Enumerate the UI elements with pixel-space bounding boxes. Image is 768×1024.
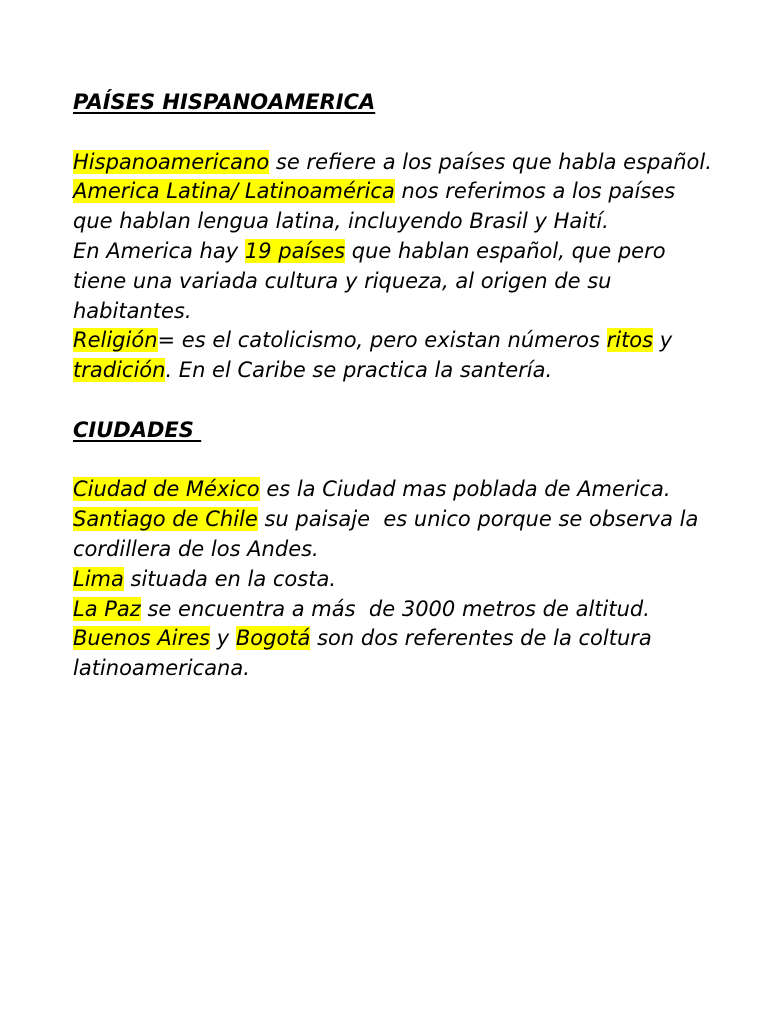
paragraph-la-paz — [73, 595, 713, 625]
blank-line — [73, 118, 713, 148]
paragraph-text: es la Ciudad mas poblada de America. — [259, 477, 671, 502]
highlighted-term: Buenos Aires — [73, 626, 211, 651]
paragraph-hispanoamericano — [73, 148, 713, 178]
paragraph-19-paises — [73, 237, 713, 326]
paragraph-text: situada en la costa. — [123, 566, 336, 591]
highlighted-term: 19 países — [244, 238, 346, 263]
paragraph-america-latina — [73, 177, 713, 237]
paragraph-text: En America hay — [73, 238, 245, 263]
highlighted-term: Bogotá — [235, 626, 311, 651]
document-body — [73, 88, 713, 684]
highlighted-term: tradición — [73, 358, 166, 383]
paragraph-text: . En el Caribe se practica la santería. — [165, 358, 553, 383]
highlighted-term: La Paz — [73, 596, 141, 621]
paragraph-religion — [73, 326, 713, 386]
blank-line — [73, 386, 713, 416]
paragraph-text: su paisaje es unico porque se observa la cordillera de los Andes. — [73, 507, 706, 561]
paragraph-text: = es el catolicismo, pero existan números — [157, 328, 607, 353]
document-title: PAÍSES HISPANOAMERICA — [73, 90, 376, 114]
highlighted-term: Ciudad de México — [73, 477, 260, 502]
highlighted-term: America Latina/ Latinoamérica — [73, 179, 395, 204]
paragraph-text: son dos referentes de la coltura latinoamericana. — [73, 626, 652, 681]
paragraph-buenos-aires-bogota — [73, 624, 713, 684]
paragraph-text: se encuentra a más de 3000 metros de altitud. — [140, 596, 650, 621]
section-title-ciudades: CIUDADES — [73, 417, 202, 442]
paragraph-text: nos referimos a los países que hablan lengua latina, incluyendo Brasil y Haití. — [73, 179, 676, 234]
highlighted-term: ritos — [606, 328, 654, 353]
paragraph-ciudad-de-mexico — [73, 475, 713, 505]
highlighted-term: Lima — [73, 566, 124, 591]
highlighted-term: Santiago de Chile — [73, 507, 258, 532]
highlighted-term: Hispanoamericano — [73, 149, 270, 174]
paragraph-text: que hablan español, que pero tiene una variada cultura y riqueza, al origen de su habitantes. — [73, 238, 666, 323]
paragraph-santiago-de-chile — [73, 505, 713, 565]
paragraph-text: y — [210, 626, 236, 651]
paragraph-lima — [73, 565, 713, 595]
paragraph-text: se refiere a los países que habla español. — [269, 149, 712, 174]
highlighted-term: Religión — [73, 328, 158, 353]
paragraph-text: y — [653, 328, 673, 353]
blank-line — [73, 446, 713, 476]
